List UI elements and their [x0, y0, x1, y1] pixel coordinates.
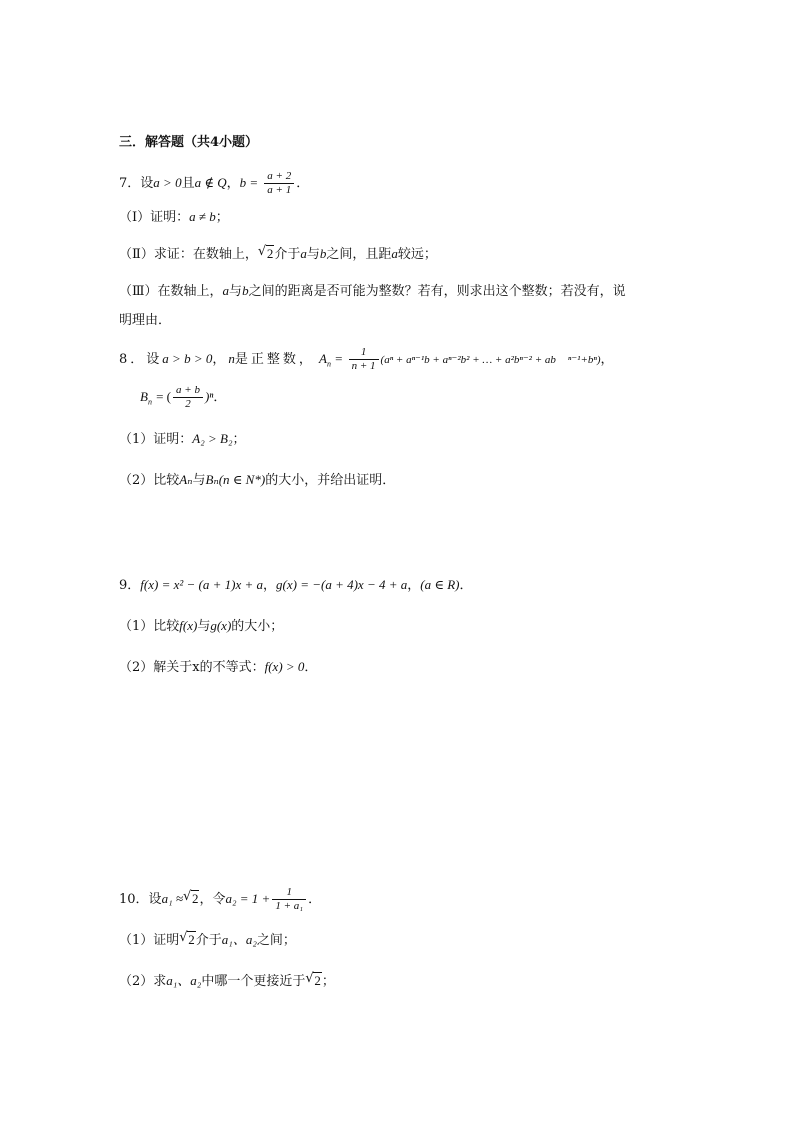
- q8-B-frac-den: 2: [185, 398, 191, 410]
- q10-part2-vars: a₁、a₂: [166, 973, 202, 988]
- q9-sep2: ，: [407, 578, 421, 593]
- q7-part1-label: （Ⅰ）证明：: [119, 210, 190, 225]
- q8-part2-mid: 与: [192, 473, 206, 488]
- q7-part2-label: （Ⅱ）求证：在数轴上，: [119, 247, 258, 262]
- q8-part2-A: Aₙ: [179, 472, 193, 487]
- q8-part2: [119, 471, 395, 490]
- q8-part2-label: （2）比较: [119, 473, 180, 488]
- section-heading: 三．解答题（共4小题）: [119, 135, 259, 150]
- q10-a1: a₁ ≈: [161, 891, 183, 906]
- q7-fraction-den: a + 1: [267, 184, 292, 196]
- q10-sep: ，令: [199, 892, 226, 907]
- q8-sep2: ，: [298, 352, 315, 367]
- q9-part2-label: （2）解关于x的不等式：: [119, 660, 265, 675]
- q10-part2-mid: 中哪一个更接近于: [201, 974, 306, 989]
- q10-part1-label: （1）证明: [119, 933, 180, 948]
- q8-B-pow: )ⁿ: [204, 389, 214, 404]
- q7-part1-math: a ≠ b: [189, 209, 216, 224]
- q8-A-rhs2: ⁿ⁻¹+bⁿ): [567, 354, 601, 366]
- q7-part2-a2: a: [391, 246, 398, 261]
- q8-number: 8．: [119, 352, 147, 367]
- q8-part2-B: Bₙ(n ∈ N*): [205, 472, 266, 487]
- q8-B-frac-num: a + b: [173, 384, 203, 398]
- q9-number: 9．: [119, 578, 141, 593]
- q7-cond1: a > 0: [153, 175, 182, 190]
- q7-part3-a: a: [222, 283, 230, 298]
- q10-part1: [119, 931, 296, 950]
- q8-stem: [119, 346, 614, 373]
- q8-part1: [119, 430, 246, 449]
- q9-part1-f: f(x): [179, 618, 198, 633]
- q8-A-frac-num: 1: [349, 346, 379, 360]
- q8-A-end: ，: [600, 352, 614, 367]
- q7-cond2: a ∉ Q: [194, 175, 227, 190]
- q10-part2-end: ；: [321, 974, 335, 989]
- q9-part2-end: ．: [304, 660, 318, 675]
- q9-part1-mid: 与: [197, 619, 211, 634]
- q9-domain: (a ∈ R): [420, 577, 460, 592]
- q7-part2-mid2: 与: [306, 247, 320, 262]
- q8-B-eq: = (: [156, 389, 172, 404]
- q7-part2: [119, 245, 437, 264]
- q7-part2-a: a: [300, 246, 307, 261]
- q8-A-sub: n: [326, 359, 331, 369]
- q9-part1: [119, 617, 283, 636]
- q8-B-sub: n: [147, 397, 152, 407]
- q9-g-def: g(x) = −(a + 4)x − 4 + a: [276, 577, 408, 592]
- q7-number: 7．: [119, 176, 141, 191]
- q7-part1-end: ；: [215, 210, 229, 225]
- q8-B-fraction: [173, 384, 203, 411]
- q7-part3-b: b: [242, 283, 249, 298]
- q7-part3-label: （Ⅲ）在数轴上，: [119, 284, 223, 299]
- q10-frac-num: 1: [272, 886, 306, 900]
- q9-part2-math: f(x) > 0: [264, 659, 305, 674]
- q10-part1-mid: 介于: [195, 933, 222, 948]
- q9-part1-end: 的大小；: [231, 619, 284, 634]
- q7-and: 且: [181, 176, 195, 191]
- sqrt-icon: √ 2: [182, 889, 199, 906]
- sqrt-icon: √ 2: [179, 930, 195, 947]
- q10-a2: a₂ = 1 +: [225, 891, 271, 906]
- q10-fraction: [272, 886, 306, 913]
- q8-A-fraction: [349, 346, 379, 373]
- q7-fraction: [264, 170, 294, 197]
- q10-number: 10．: [119, 892, 149, 907]
- q10-part2: [119, 972, 335, 991]
- q8-part1-end: ；: [232, 432, 246, 447]
- q9-sep1: ，: [263, 578, 277, 593]
- q7-part2-mid1: 介于: [274, 247, 301, 262]
- q7-part3: [119, 282, 626, 301]
- q7-part1: [119, 208, 229, 227]
- q7-b-eq: b =: [239, 175, 259, 190]
- q8-n: n: [228, 351, 235, 366]
- q7-part3-mid: 与: [229, 284, 243, 299]
- q9-part2: [119, 658, 317, 677]
- q7-part2-end: 较远；: [397, 247, 437, 262]
- q7-part2-b: b: [319, 246, 327, 261]
- q8-A-frac-den: n + 1: [351, 360, 376, 372]
- q7-part3-cont: 明理由．: [119, 313, 172, 328]
- q7-part3-rest: 之间的距离是否可能为整数？若有，则求出这个整数；若没有，说: [248, 284, 626, 299]
- q8-cond: a > b > 0: [162, 351, 213, 366]
- q10-end: ．: [308, 892, 322, 907]
- q7-sep: ，: [226, 176, 240, 191]
- q8-part2-end: 的大小，并给出证明．: [265, 473, 396, 488]
- q8-part1-math: A₂ > B₂: [192, 431, 233, 446]
- q7-stem: [119, 170, 309, 197]
- q8-sep1: ，: [212, 352, 229, 367]
- q8-A-lhs: A: [319, 351, 327, 366]
- q8-intro: 设: [146, 352, 163, 367]
- q10-frac-den: 1 + a₁: [275, 900, 304, 912]
- q9-f-def: f(x) = x² − (a + 1)x + a: [140, 577, 264, 592]
- q10-part2-label: （2）求: [119, 974, 167, 989]
- q10-part1-vars: a₁、a₂: [221, 932, 257, 947]
- q8-A-eq: =: [335, 351, 343, 366]
- q8-A-rhs: (aⁿ + aⁿ⁻¹b + aⁿ⁻²b² + … + a²bⁿ⁻² + ab: [380, 354, 556, 366]
- q10-stem: [119, 886, 321, 913]
- q10-part1-end: 之间；: [256, 933, 296, 948]
- q9-part1-g: g(x): [210, 618, 232, 633]
- q7-end: ．: [296, 176, 310, 191]
- q7-part2-mid3: 之间，且距: [326, 247, 392, 262]
- sqrt-icon: √ 2: [257, 244, 274, 261]
- q9-part1-label: （1）比较: [119, 619, 180, 634]
- q9-stem: [119, 576, 473, 595]
- q9-end: ．: [459, 578, 473, 593]
- q8-part1-label: （1）证明：: [119, 432, 193, 447]
- q10-intro: 设: [148, 892, 162, 907]
- q8-n-text: 是正整数: [234, 352, 299, 367]
- q8-B-end: ．: [213, 390, 227, 405]
- q8-B-def: [140, 384, 226, 411]
- q8-B-lhs: B: [140, 389, 148, 404]
- q7-fraction-num: a + 2: [264, 170, 294, 184]
- q7-intro: 设: [140, 176, 154, 191]
- sqrt-icon: √ 2: [305, 971, 321, 988]
